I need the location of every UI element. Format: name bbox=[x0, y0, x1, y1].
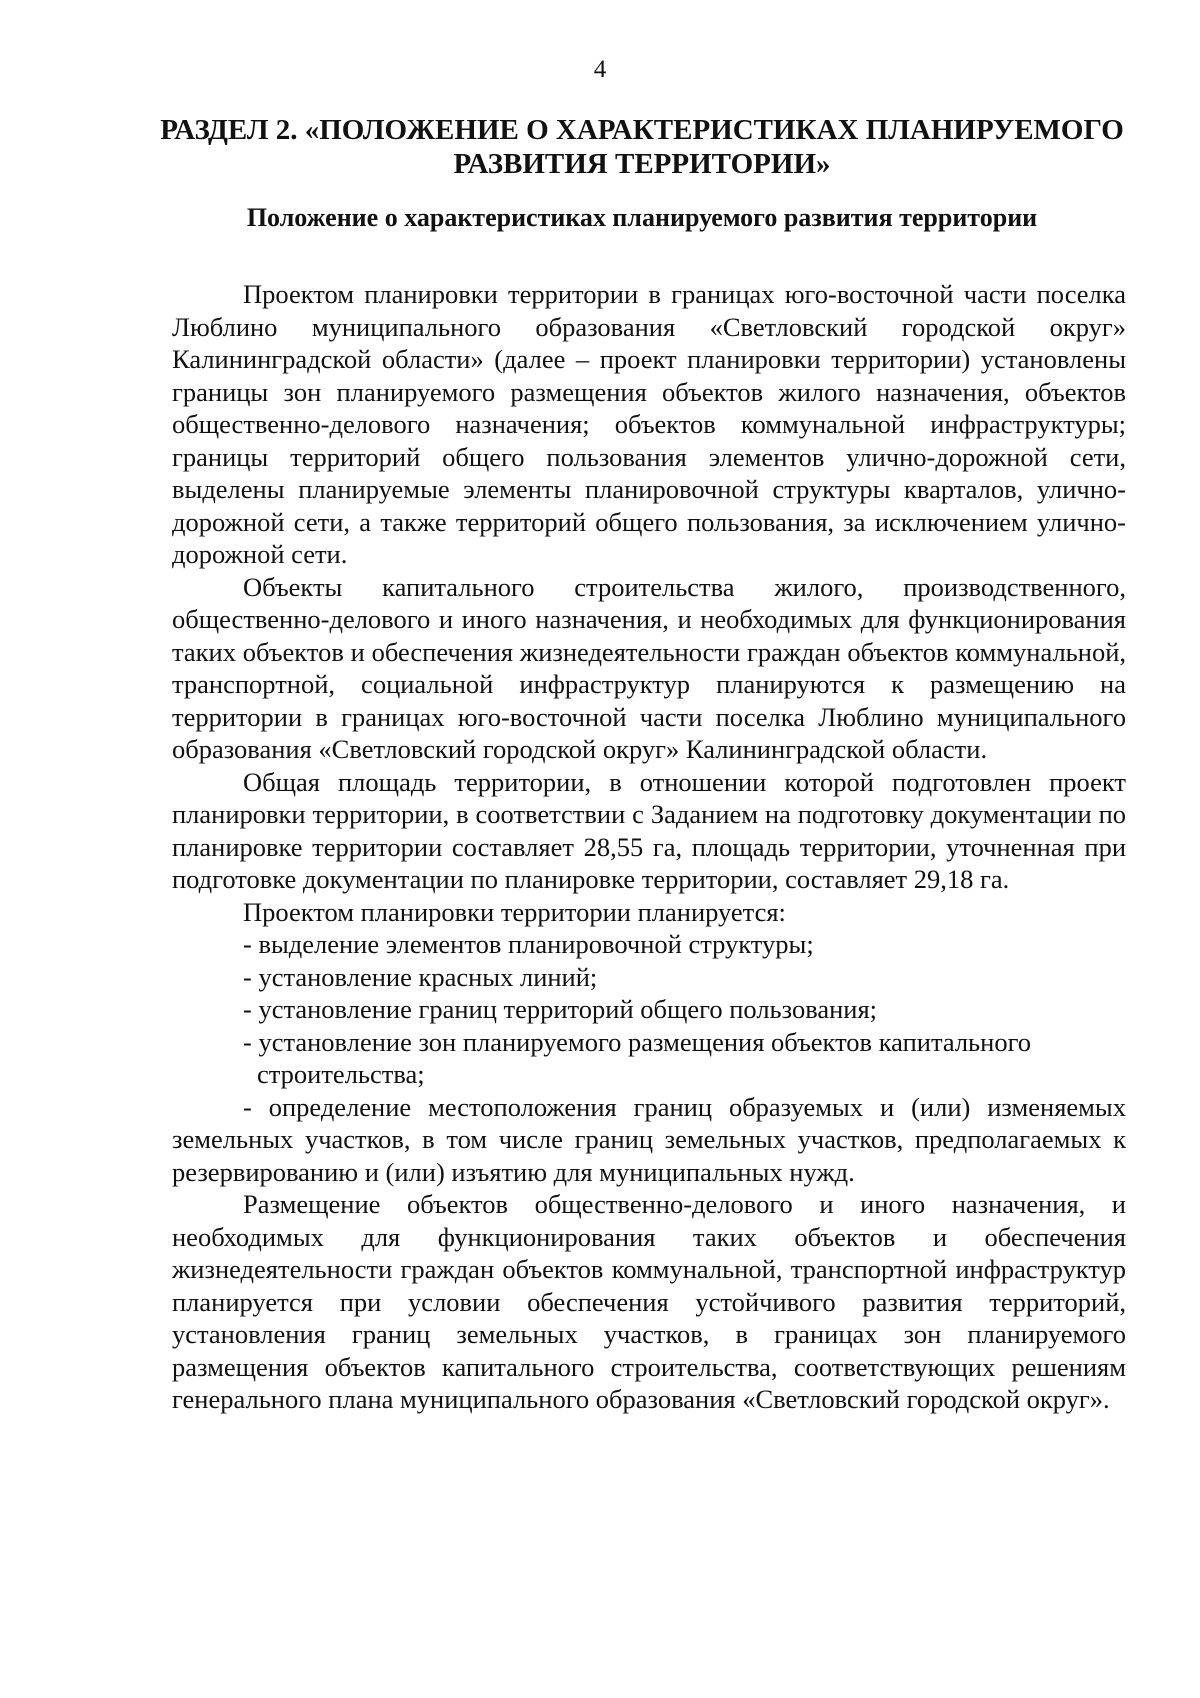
body-text bbox=[172, 278, 1126, 1416]
list-item: - установление границ территорий общего пользования; bbox=[243, 994, 878, 1024]
paragraph-boundaries: Проектом планировки территории в границах юго-восточной части поселка Люблино муниципального образования «Светловский городской округ» Калининградской области» (далее – проект планировки территории) установлены границы зон планируемого размещения объектов жилого назначения, объектов общественно-делового назначения; объектов коммунальной инфраструктуры; границы территорий общего пользования элементов улично-дорожной сети, выделены планируемые элементы планировочной структуры кварталов, улично-дорожной сети, а также территорий общего пользования, за исключением улично-дорожной сети. bbox=[172, 279, 1126, 569]
list-item-continuation: строительства; bbox=[257, 1059, 425, 1089]
paragraph-capital-objects: Объекты капитального строительства жилого, производственного, общественно-делового и иного назначения, и необходимых для функционирования таких объектов и обеспечения жизнедеятельности граждан объектов коммунальной, транспортной, социальной инфраструктур планируются к размещению на территории в границах юго-восточной части поселка Люблино муниципального образования «Светловский городской округ» Калининградской области. bbox=[172, 571, 1126, 764]
subtitle: Положение о характеристиках планируемого развития территории bbox=[246, 203, 1038, 232]
section-title-line-1: РАЗДЕЛ 2. «ПОЛОЖЕНИЕ О ХАРАКТЕРИСТИКАХ ПЛАНИРУЕМОГО bbox=[160, 114, 1124, 146]
paragraph-land-plots: - определение местоположения границ образуемых и (или) изменяемых земельных участков, в том числе границ земельных участков, предполагаемых к резервированию и (или) изъятию для муниципальных нужд. bbox=[172, 1091, 1126, 1187]
section-title-line-2: РАЗВИТИЯ ТЕРРИТОРИИ» bbox=[453, 148, 831, 180]
list-item: - установление зон планируемого размещения объектов капитального bbox=[243, 1026, 1032, 1057]
list-item: - установление красных линий; bbox=[243, 961, 598, 992]
section-title bbox=[150, 113, 1134, 181]
paragraph-total-area: Общая площадь территории, в отношении которой подготовлен проект планировки территории, в соответствии с Заданием на подготовку документации по планировке территории составляет 28,55 га, площадь территории, уточненная при подготовке документации по планировке территории, составляет 29,18 га. bbox=[172, 766, 1126, 894]
paragraph-placement-conditions: Размещение объектов общественно-делового и иного назначения, и необходимых для функционирования таких объектов и обеспечения жизнедеятельности граждан объектов коммунальной, транспортной инфраструктур планируется при условии обеспечения устойчивого развития территорий, установления границ земельных участков, в границах зон планируемого размещения объектов капитального строительства, соответствующих решениям генерального плана муниципального образования «Светловский городской округ». bbox=[172, 1189, 1126, 1414]
planned-actions-list bbox=[172, 928, 1126, 1091]
page-number: 4 bbox=[593, 56, 607, 83]
list-item: - выделение элементов планировочной структуры; bbox=[243, 929, 814, 959]
paragraph-planned-intro: Проектом планировки территории планируется: bbox=[243, 896, 786, 927]
